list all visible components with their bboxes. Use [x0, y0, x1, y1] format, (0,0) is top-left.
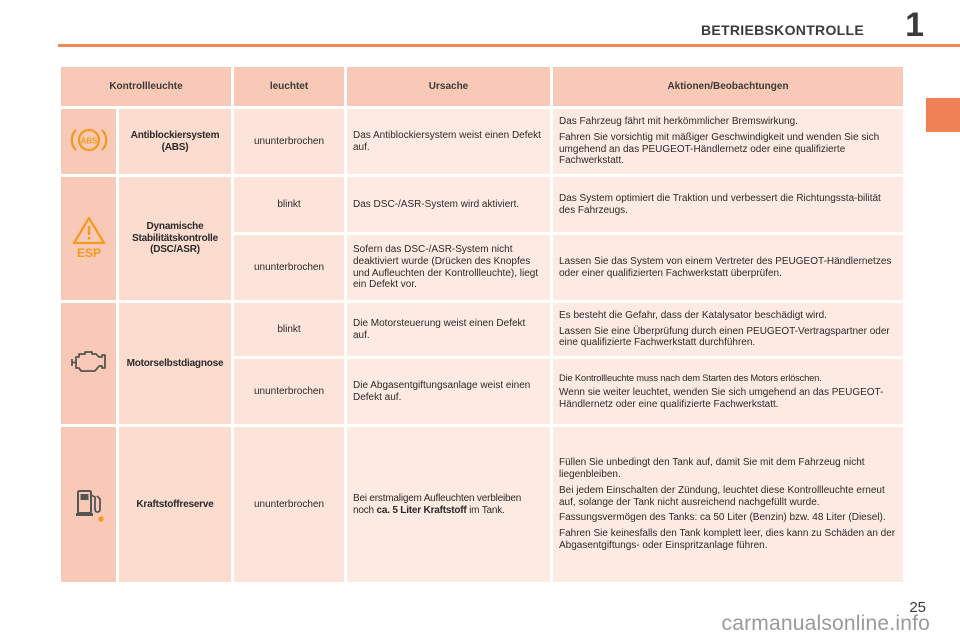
esp-name-line1: Dynamische	[146, 220, 204, 232]
esp-action-1: Das System optimiert die Traktion und verbessert die Richtungssta-bilität des Fahrzeugs.	[552, 176, 905, 234]
esp-name-line3: (DSC/ASR)	[150, 244, 200, 256]
header-actions: Aktionen/Beobachtungen	[552, 66, 905, 108]
fuel-lights: ununterbrochen	[233, 426, 346, 584]
esp-lights-1: blinkt	[233, 176, 346, 234]
svg-text:ABS: ABS	[80, 136, 97, 146]
engine-action-1b: Lassen Sie eine Überprüfung durch einen PEUGEOT-Vertragspartner oder eine qualifizierte Fachwerkstatt durchführen.	[559, 325, 890, 349]
esp-lights-2: ununterbrochen	[233, 234, 346, 302]
abs-action-1: Das Fahrzeug fährt mit herkömmlicher Bremswirkung.	[559, 115, 798, 127]
abs-name-line1: Antiblockiersystem	[130, 129, 220, 141]
engine-actions-2	[552, 358, 905, 426]
watermark: carmanualsonline.info	[721, 612, 930, 635]
header-rule	[58, 44, 960, 47]
table-row-esp-1	[60, 176, 905, 234]
abs-cause: Das Antiblockiersystem weist einen Defekt auf.	[346, 108, 552, 176]
table-header-row	[60, 66, 905, 108]
fuel-action-3: Fassungsvermögen des Tanks: ca 50 Liter (Benzin) bzw. 48 Liter (Diesel).	[559, 512, 886, 524]
header-cause: Ursache	[346, 66, 552, 108]
fuel-actions	[552, 426, 905, 584]
esp-name-line2: Stabilitätskontrolle	[131, 232, 218, 244]
abs-action-2: Fahren Sie vorsichtig mit mäßiger Geschwindigkeit und wenden Sie sich umgehend an das PEUGEOT-Händlernetz oder eine qualifizierte Fachwerkstatt.	[559, 131, 880, 167]
fuel-cause	[346, 426, 552, 584]
esp-name	[118, 176, 233, 302]
header-lights: leuchtet	[233, 66, 346, 108]
section-title: BETRIEBSKONTROLLE	[701, 22, 864, 38]
chapter-number: 1	[905, 6, 924, 44]
abs-name	[118, 108, 233, 176]
table-row-fuel	[60, 426, 905, 584]
esp-icon-cell	[60, 176, 118, 302]
chapter-tab	[926, 98, 960, 132]
esp-cause-1: Das DSC-/ASR-System wird aktiviert.	[346, 176, 552, 234]
esp-cause-2: Sofern das DSC-/ASR-System nicht deaktiviert wurde (Drücken des Knopfes und Aufleuchten der Kontrollleuchte), liegt ein Defekt vor.	[346, 234, 552, 302]
engine-actions-1	[552, 302, 905, 358]
table-row-abs	[60, 108, 905, 176]
engine-check-icon	[70, 348, 108, 376]
engine-name: Motorselbstdiagnose	[118, 302, 233, 426]
abs-warning-icon	[70, 125, 108, 155]
engine-action-2b: Wenn sie weiter leuchtet, wenden Sie sich umgehend an das PEUGEOT-Händlernetz oder eine qualifizierte Fachwerkstatt.	[559, 387, 884, 411]
table-row-engine-1	[60, 302, 905, 358]
engine-cause-2: Die Abgasentgiftungsanlage weist einen Defekt auf.	[346, 358, 552, 426]
fuel-pump-icon	[71, 483, 107, 523]
fuel-action-4: Fahren Sie keinesfalls den Tank komplett leer, dies kann zu Schäden an der Abgasentgiftungs- oder Einspritzanlage führen.	[559, 528, 896, 551]
engine-lights-1: blinkt	[233, 302, 346, 358]
fuel-cause-post: im Tank.	[469, 504, 505, 516]
fuel-name: Kraftstoffreserve	[118, 426, 233, 584]
fuel-action-2: Bei jedem Einschalten der Zündung, leuchtet diese Kontrollleuchte erneut auf, solange der Tank nicht ausreichend nachgefüllt wurde.	[559, 484, 885, 508]
abs-actions	[552, 108, 905, 176]
engine-action-2a: Die Kontrollleuchte muss nach dem Starten des Motors erlöschen.	[559, 372, 822, 384]
svg-text:ESP: ESP	[76, 245, 101, 259]
header-indicator: Kontrollleuchte	[60, 66, 233, 108]
engine-cause-1: Die Motorsteuerung weist einen Defekt auf.	[346, 302, 552, 358]
esp-action-2: Lassen Sie das System von einem Vertreter des PEUGEOT-Händlernetzes oder einer qualifizierten Fachwerkstatt überprüfen.	[552, 234, 905, 302]
abs-icon-cell	[60, 108, 118, 176]
fuel-cause-bold: ca. 5 Liter Kraftstoff	[376, 504, 467, 516]
fuel-action-1: Füllen Sie unbedingt den Tank auf, damit Sie mit dem Fahrzeug nicht liegenbleiben.	[559, 457, 865, 480]
abs-name-line2: (ABS)	[161, 141, 189, 153]
engine-icon-cell	[60, 302, 118, 426]
engine-action-1a: Es besteht die Gefahr, dass der Katalysator beschädigt wird.	[559, 309, 827, 321]
fuel-cause-pre: Bei erstmaligem Aufleuchten verbleiben noch	[353, 492, 522, 516]
page-number: 25	[909, 599, 926, 616]
abs-lights: ununterbrochen	[233, 108, 346, 176]
indicator-table	[58, 64, 906, 585]
esp-warning-icon	[71, 215, 107, 259]
engine-lights-2: ununterbrochen	[233, 358, 346, 426]
fuel-icon-cell	[60, 426, 118, 584]
